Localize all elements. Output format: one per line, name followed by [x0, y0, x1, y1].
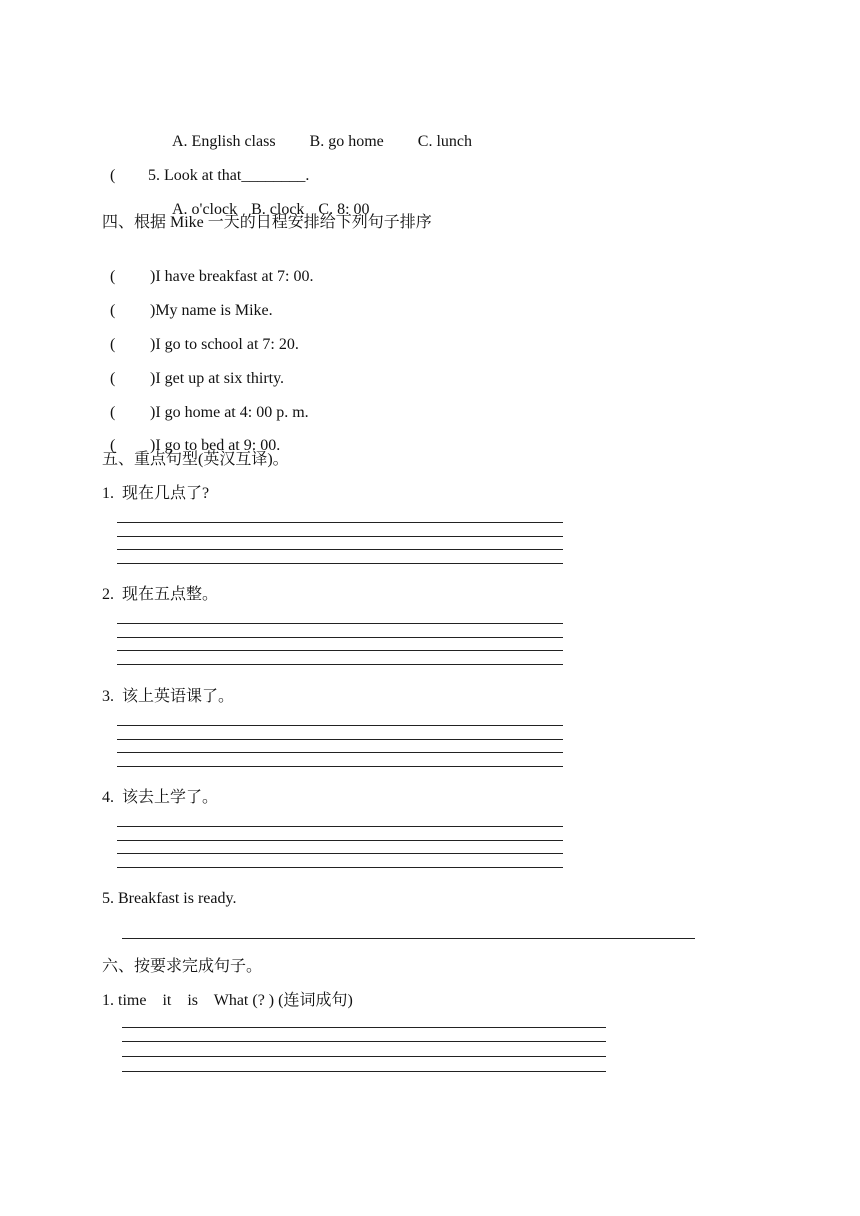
option-c: C. 8: 00 — [318, 201, 370, 218]
answer-line[interactable] — [122, 1071, 606, 1072]
sentence-text: )My name is Mike. — [150, 302, 273, 319]
option-a: A. English class — [172, 133, 276, 150]
answer-line[interactable] — [117, 826, 563, 827]
sentence-text: )I have breakfast at 7: 00. — [150, 268, 314, 285]
answer-paren[interactable]: ( — [110, 336, 116, 353]
answer-paren[interactable]: ( — [110, 370, 116, 387]
answer-paren[interactable]: ( — [110, 404, 116, 421]
answer-line[interactable] — [117, 725, 563, 726]
answer-line[interactable] — [117, 650, 563, 651]
sentence-text: )I get up at six thirty. — [150, 370, 285, 387]
answer-paren[interactable]: ( — [110, 437, 116, 454]
translation-prompt: 4. 该去上学了。 — [102, 789, 219, 806]
sentence-prompt: 1. time it is What (? ) (连词成句) — [102, 992, 353, 1009]
option-b: B. go home — [309, 133, 384, 150]
option-b: B. clock — [251, 201, 305, 218]
answer-line[interactable] — [122, 1056, 606, 1057]
answer-line[interactable] — [117, 522, 563, 523]
answer-line[interactable] — [122, 1041, 606, 1042]
answer-line[interactable] — [117, 739, 563, 740]
answer-line[interactable] — [117, 766, 563, 767]
section-4-heading: 四、根据 Mike 一天的日程安排给下列句子排序 — [102, 214, 432, 231]
answer-paren[interactable]: ( — [110, 268, 116, 285]
answer-line[interactable] — [117, 840, 563, 841]
option-c: C. lunch — [417, 133, 472, 150]
translation-prompt: 5. Breakfast is ready. — [102, 890, 237, 907]
section-5-heading: 五、重点句型(英汉互译)。 — [102, 451, 289, 468]
sentence-text: )I go home at 4: 00 p. m. — [150, 404, 309, 421]
section-6-heading: 六、按要求完成句子。 — [102, 958, 263, 975]
answer-line[interactable] — [117, 853, 563, 854]
sentence-text: )I go to school at 7: 20. — [150, 336, 299, 353]
option-a: A. o'clock — [172, 201, 238, 218]
answer-line[interactable] — [117, 549, 563, 550]
answer-paren[interactable]: ( — [110, 302, 116, 319]
answer-line[interactable] — [117, 563, 563, 564]
sentence-text: )I go to bed at 9: 00. — [150, 437, 281, 454]
answer-line[interactable] — [122, 1027, 606, 1028]
answer-line[interactable] — [117, 536, 563, 537]
answer-line[interactable] — [117, 867, 563, 868]
answer-line[interactable] — [117, 637, 563, 638]
question-5-text: 5. Look at that________. — [148, 167, 310, 184]
answer-line[interactable] — [117, 664, 563, 665]
answer-paren[interactable]: ( — [110, 167, 116, 184]
answer-line[interactable] — [117, 623, 563, 624]
answer-line[interactable] — [117, 752, 563, 753]
translation-prompt: 3. 该上英语课了。 — [102, 688, 235, 705]
answer-line[interactable] — [122, 938, 695, 939]
translation-prompt: 1. 现在几点了? — [102, 485, 210, 502]
translation-prompt: 2. 现在五点整。 — [102, 586, 219, 603]
